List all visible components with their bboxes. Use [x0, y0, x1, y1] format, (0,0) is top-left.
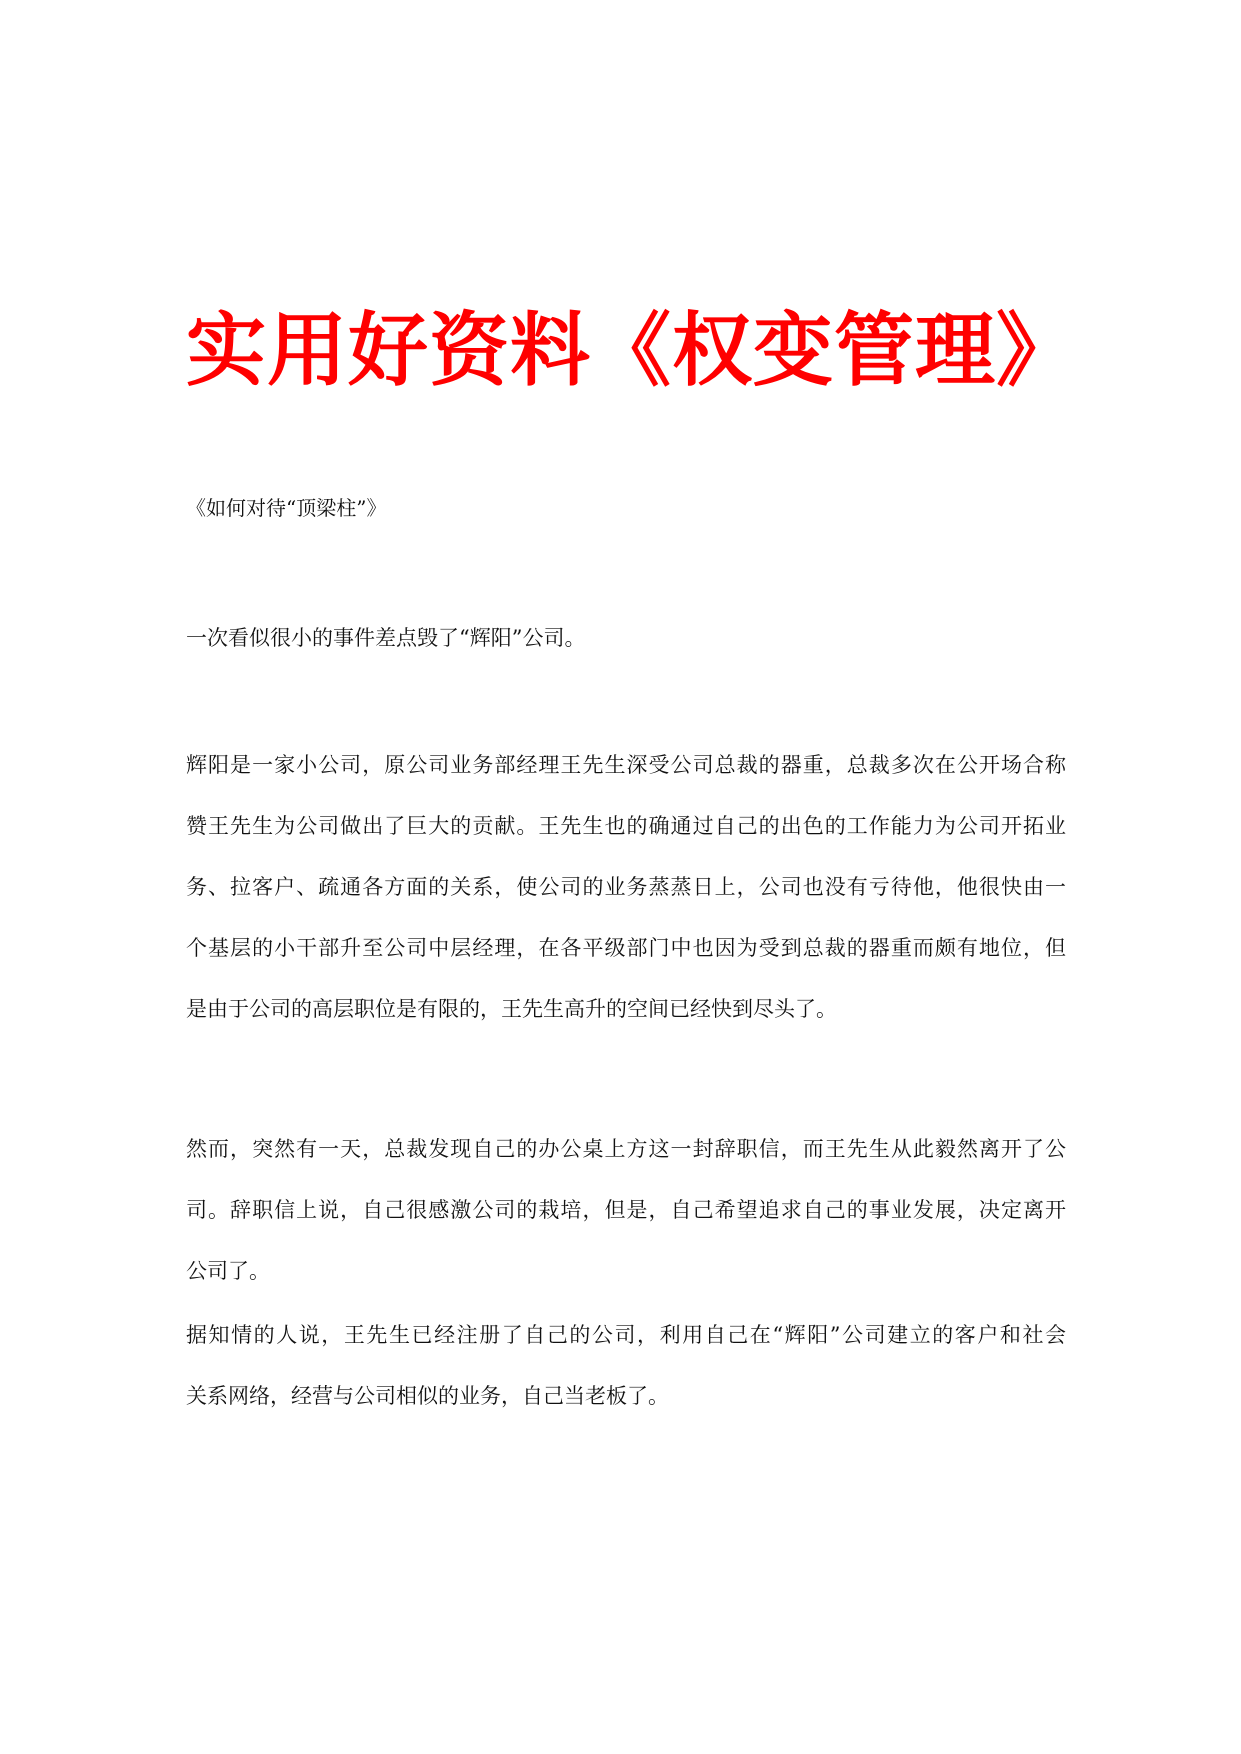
paragraph-4-line-2: 关系网络，经营与公司相似的业务，自己当老板了。: [186, 1384, 669, 1408]
paragraph-2-line-5: 是由于公司的高层职位是有限的，王先生高升的空间已经快到尽头了。: [186, 997, 837, 1021]
paragraph-4-line-1: 据知情的人说，王先生已经注册了自己的公司，利用自己在“辉阳”公司建立的客户和社会: [186, 1323, 1066, 1347]
paragraph-2-line-4: 个基层的小干部升至公司中层经理，在各平级部门中也因为受到总裁的器重而颇有地位，但: [186, 936, 1066, 960]
paragraph-2-line-3: 务、拉客户、疏通各方面的关系，使公司的业务蒸蒸日上，公司也没有亏待他，他很快由一: [186, 875, 1066, 899]
paragraph-2-line-1: 辉阳是一家小公司，原公司业务部经理王先生深受公司总裁的器重，总裁多次在公开场合称: [186, 753, 1066, 777]
paragraph-3-line-2: 司。辞职信上说，自己很感激公司的栽培，但是，自己希望追求自己的事业发展，决定离开: [186, 1198, 1066, 1222]
paragraph-3-line-3: 公司了。: [186, 1259, 270, 1283]
document-title: 实用好资料《权变管理》: [186, 303, 1077, 397]
paragraph-1-line-1: 一次看似很小的事件差点毁了“辉阳”公司。: [186, 626, 586, 650]
document-subtitle: 《如何对待“顶梁柱”》: [186, 496, 387, 520]
paragraph-2-line-2: 赞王先生为公司做出了巨大的贡献。王先生也的确通过自己的出色的工作能力为公司开拓业: [186, 814, 1066, 838]
paragraph-3-line-1: 然而，突然有一天，总裁发现自己的办公桌上方这一封辞职信，而王先生从此毅然离开了公: [186, 1137, 1066, 1161]
